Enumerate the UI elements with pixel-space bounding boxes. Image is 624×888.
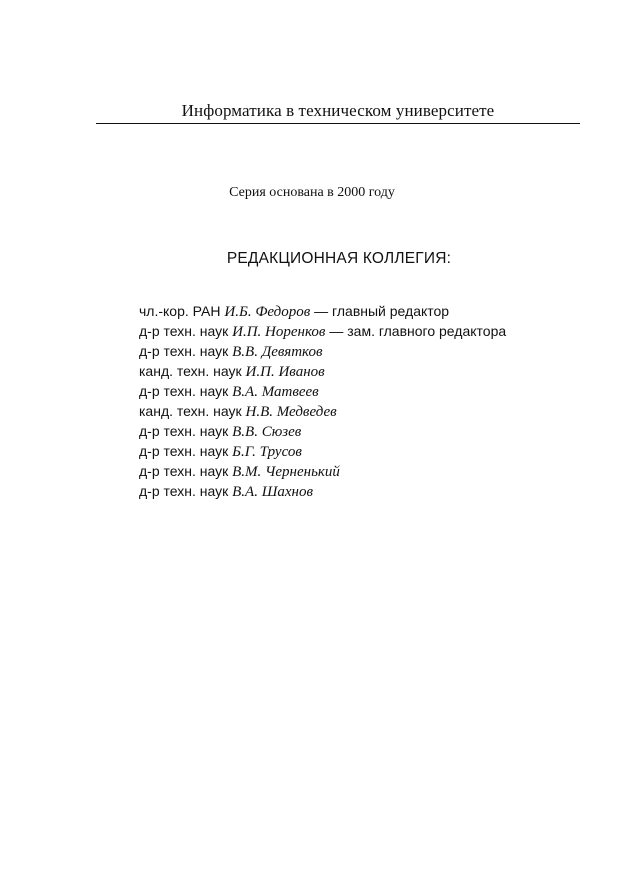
member-degree: д-р техн. наук xyxy=(139,383,233,399)
member-degree: д-р техн. наук xyxy=(139,343,233,359)
member-degree: д-р техн. наук xyxy=(139,463,233,479)
member-role: — главный редактор xyxy=(310,303,450,319)
member-name: И.П. Иванов xyxy=(245,364,325,380)
member-name: В.А. Матвеев xyxy=(232,384,319,400)
member-name: Н.В. Медведев xyxy=(245,404,337,420)
board-member xyxy=(139,361,506,381)
series-founded-note: Серия основана в 2000 году xyxy=(229,185,395,200)
member-degree: чл.-кор. РАН xyxy=(139,303,225,319)
member-name: В.М. Черненький xyxy=(232,464,340,480)
board-member xyxy=(139,401,506,421)
header-rule xyxy=(96,123,580,124)
member-name: И.Б. Федоров xyxy=(224,304,311,320)
member-role: — зам. главного редактора xyxy=(325,323,507,339)
board-member xyxy=(139,441,506,461)
member-degree: д-р техн. наук xyxy=(139,443,233,459)
member-degree: канд. техн. наук xyxy=(139,403,246,419)
member-degree: канд. техн. наук xyxy=(139,363,246,379)
board-member xyxy=(139,421,506,441)
member-degree: д-р техн. наук xyxy=(139,423,233,439)
member-name: В.В. Сюзев xyxy=(232,424,302,440)
member-degree: д-р техн. наук xyxy=(139,323,233,339)
member-name: В.А. Шахнов xyxy=(232,484,313,500)
board-member xyxy=(139,381,506,401)
board-member xyxy=(139,301,506,321)
member-name: И.П. Норенков xyxy=(232,324,326,340)
board-member xyxy=(139,461,506,481)
member-degree: д-р техн. наук xyxy=(139,483,233,499)
board-member xyxy=(139,341,506,361)
member-name: В.В. Девятков xyxy=(232,344,323,360)
board-member xyxy=(139,481,506,501)
board-member xyxy=(139,321,506,341)
member-name: Б.Г. Трусов xyxy=(232,444,302,460)
editorial-board-heading: РЕДАКЦИОННАЯ КОЛЛЕГИЯ: xyxy=(226,250,452,267)
editorial-board-list xyxy=(139,301,506,501)
series-title: Информатика в техническом университете xyxy=(181,101,495,120)
